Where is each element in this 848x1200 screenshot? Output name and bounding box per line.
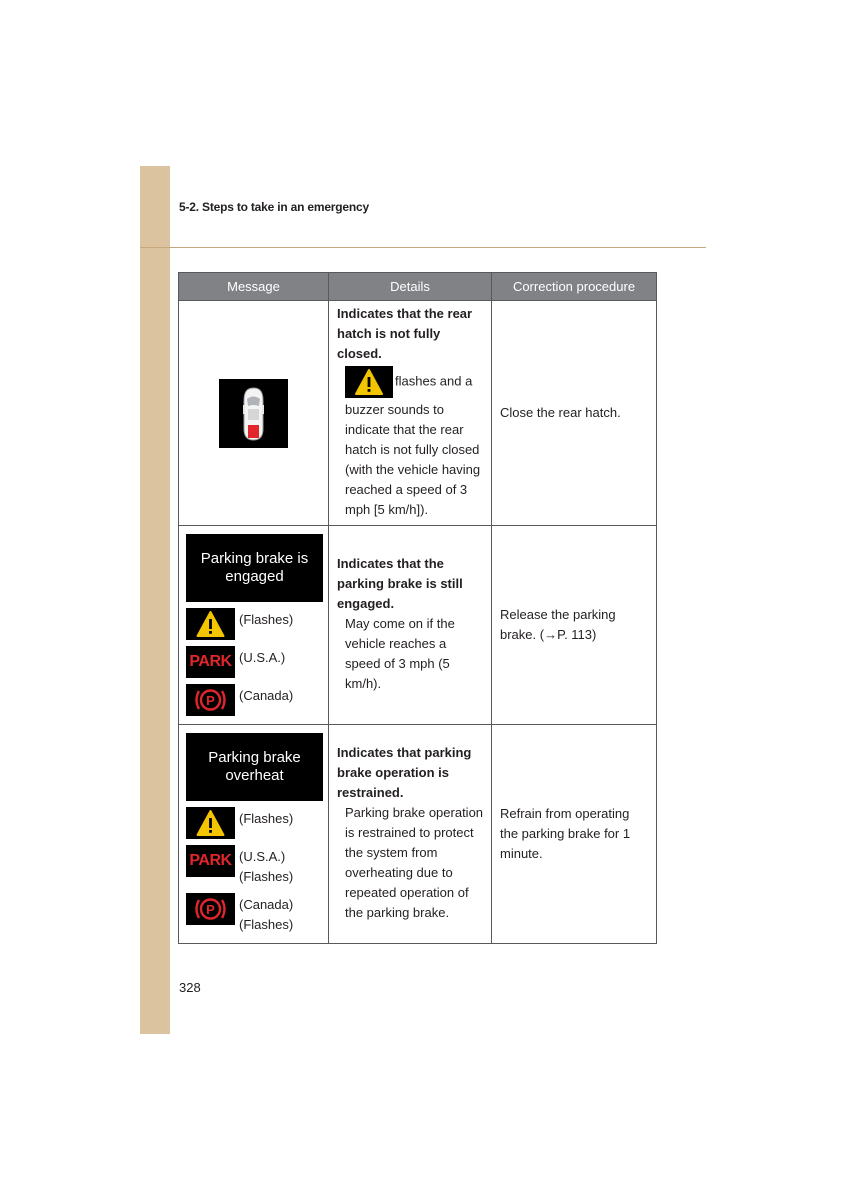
column-header-correction: Correction procedure [492, 273, 657, 301]
warning-triangle-icon [186, 807, 235, 839]
details-heading: Indicates that the rear hatch is not fully closed. [337, 306, 473, 361]
section-title: 5-2. Steps to take in an emergency [179, 200, 369, 214]
warning-triangle-icon [345, 366, 393, 398]
details-body: Parking brake operation is restrained to protect the system from overheating due to repeated operation of the parking brake. [345, 805, 484, 920]
icon-label: (Canada) [239, 688, 294, 703]
section-divider [140, 247, 706, 248]
correction-cell: Release the parking brake. (→P. 113) [492, 526, 657, 725]
page-number: 328 [179, 980, 201, 995]
table-row [179, 725, 657, 944]
message-cell [179, 526, 329, 725]
chapter-tab [140, 166, 170, 1034]
warning-message-table [178, 272, 657, 944]
correction-cell: Close the rear hatch. [492, 301, 657, 526]
table-row [179, 301, 657, 526]
icon-label: (Flashes) [239, 811, 294, 826]
details-cell [329, 526, 492, 725]
column-header-message: Message [179, 273, 329, 301]
circle-p-brake-icon [186, 684, 235, 716]
car-rear-hatch-icon [219, 379, 288, 448]
details-body: May come on if the vehicle reaches a speed of 3 mph (5 km/h). [345, 616, 455, 691]
details-cell [329, 301, 492, 526]
icon-label: (Flashes) [239, 612, 294, 627]
svg-text:P: P [206, 693, 215, 708]
park-text: PARK [189, 852, 232, 869]
display-message: Parking brake overheat [186, 733, 323, 801]
correction-cell: Refrain from operating the parking brake for 1 minute. [492, 725, 657, 944]
table-row [179, 526, 657, 725]
message-cell [179, 301, 329, 526]
park-text: PARK [189, 653, 232, 670]
details-body: buzzer sounds to indicate that the rear hatch is not fully closed (with the vehicle having reached a speed of 3 mph [5 km/h]). [345, 402, 481, 517]
display-message: Parking brake is engaged [186, 534, 323, 602]
details-inline-text: flashes and a [395, 373, 473, 389]
icon-label: (U.S.A.) (Flashes) [239, 849, 294, 884]
details-heading: Indicates that parking brake operation is restrained. [337, 745, 472, 800]
park-brake-icon [186, 646, 235, 678]
svg-text:P: P [206, 902, 215, 917]
message-cell [179, 725, 329, 944]
icon-label: (Canada) (Flashes) [239, 897, 294, 932]
details-heading: Indicates that the parking brake is still engaged. [337, 556, 463, 611]
icon-label: (U.S.A.) [239, 650, 286, 665]
circle-p-brake-icon [186, 893, 235, 925]
column-header-details: Details [329, 273, 492, 301]
table-header-row [179, 273, 657, 301]
park-brake-icon [186, 845, 235, 877]
details-cell [329, 725, 492, 944]
warning-triangle-icon [186, 608, 235, 640]
